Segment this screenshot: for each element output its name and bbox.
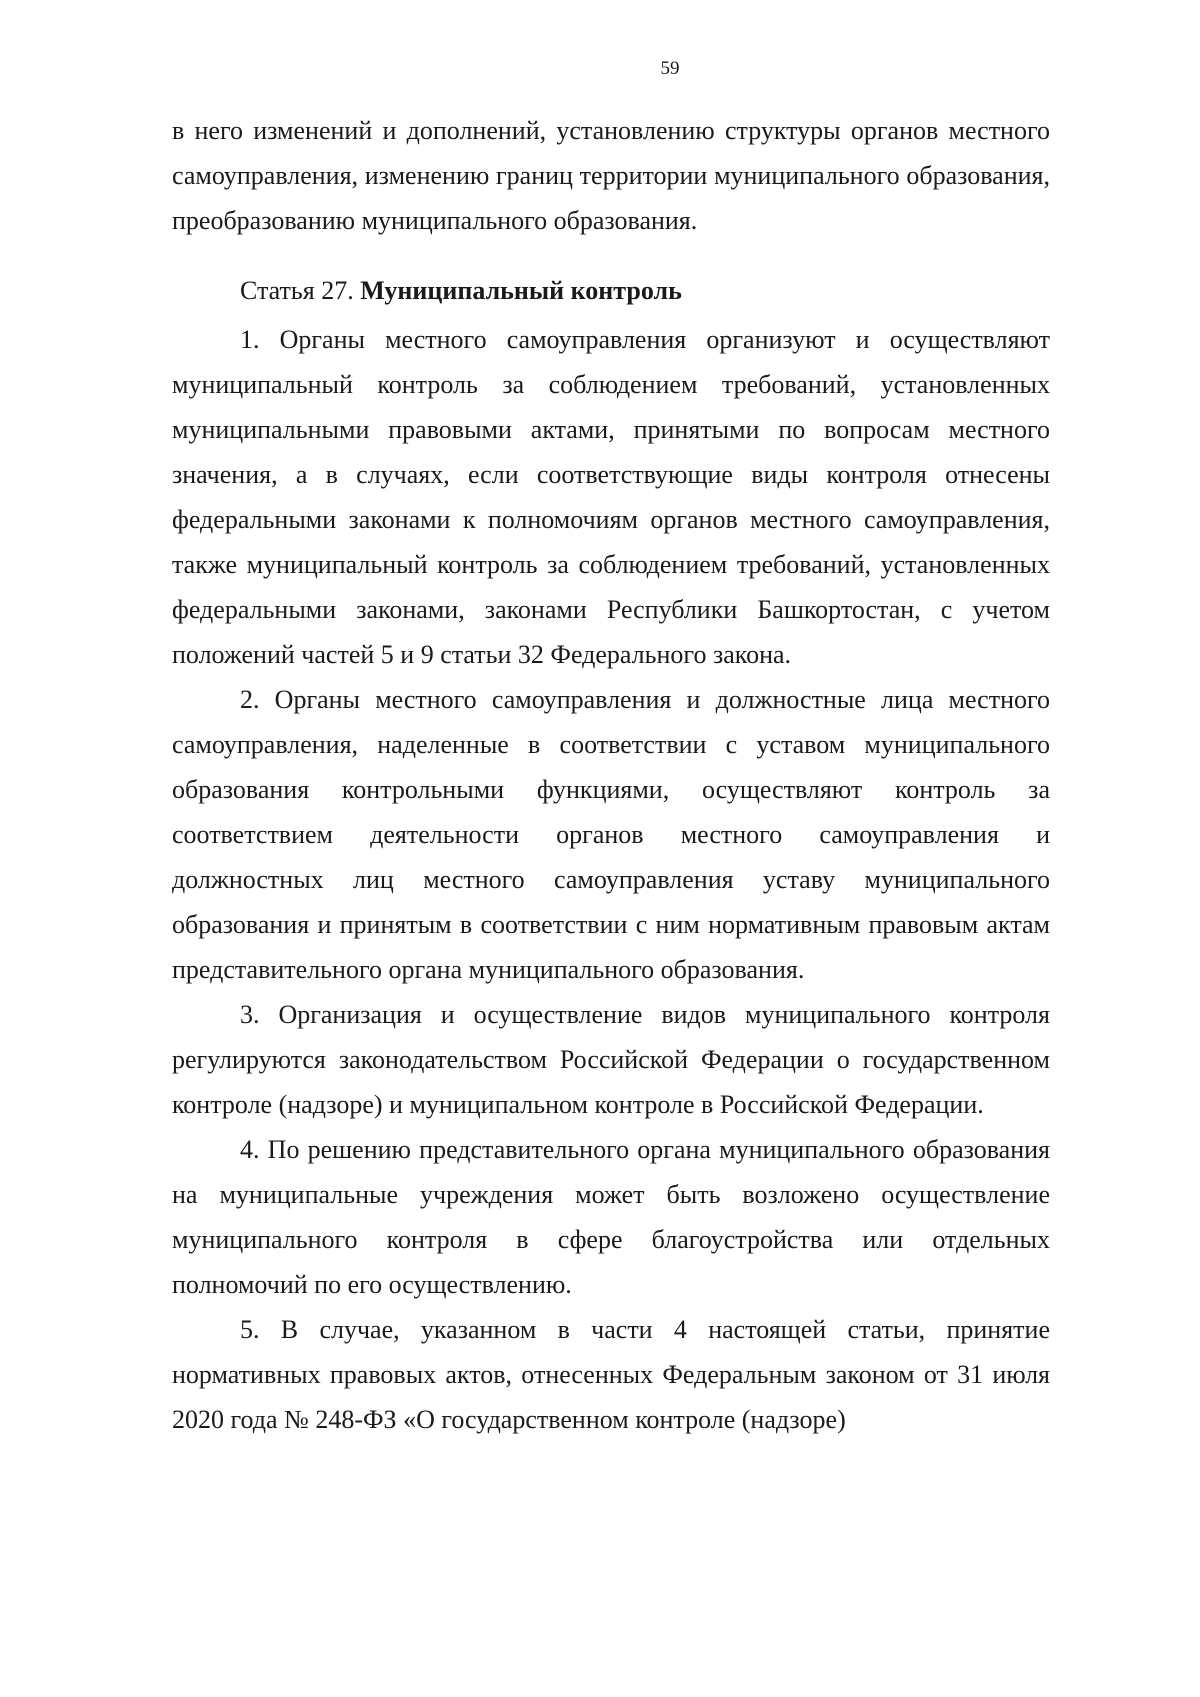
continuation-text xyxy=(172,108,1050,243)
article-paragraph-2: 2. Органы местного самоуправления и должностные лица местного самоуправления, наделенные в соответствии с уставом муниципального образования контрольными функциями, осуществляют контроль за соответствием деятельности органов местного самоуправления и должностных лиц местного самоуправления уставу муниципального образования и принятым в соответствии с ним нормативным правовым актам представительного органа муниципального образования. xyxy=(172,685,1050,984)
article-section xyxy=(172,268,1050,1442)
article-label: Статья 27. xyxy=(240,276,354,305)
page-number: 59 xyxy=(660,58,680,79)
article-paragraph-3: 3. Организация и осуществление видов муниципального контроля регулируются законодательством Российской Федерации о государственном контроле (надзоре) и муниципальном контроле в Российской Федерации. xyxy=(172,1000,1050,1119)
article-paragraph-4: 4. По решению представительного органа муниципального образования на муниципальные учреждения может быть возложено осуществление муниципального контроля в сфере благоустройства или отдельных полномочий по его осуществлению. xyxy=(172,1135,1050,1299)
article-paragraph-5: 5. В случае, указанном в части 4 настоящей статьи, принятие нормативных правовых актов, отнесенных Федеральным законом от 31 июля 2020 года № 248-ФЗ «О государственном контроле (надзоре) xyxy=(172,1315,1050,1434)
article-paragraph-1: 1. Органы местного самоуправления организуют и осуществляют муниципальный контроль за соблюдением требований, установленных муниципальными правовыми актами, принятыми по вопросам местного значения, а в случаях, если соответствующие виды контроля отнесены федеральными законами к полномочиям органов местного самоуправления, также муниципальный контроль за соблюдением требований, установленных федеральными законами, законами Республики Башкортостан, с учетом положений частей 5 и 9 статьи 32 Федерального закона. xyxy=(172,325,1050,669)
article-title: Муниципальный контроль xyxy=(360,276,682,305)
article-heading xyxy=(172,268,1050,313)
continuation-paragraph: в него изменений и дополнений, установлению структуры органов местного самоуправления, изменению границ территории муниципального образования, преобразованию муниципального образования. xyxy=(172,116,1050,235)
